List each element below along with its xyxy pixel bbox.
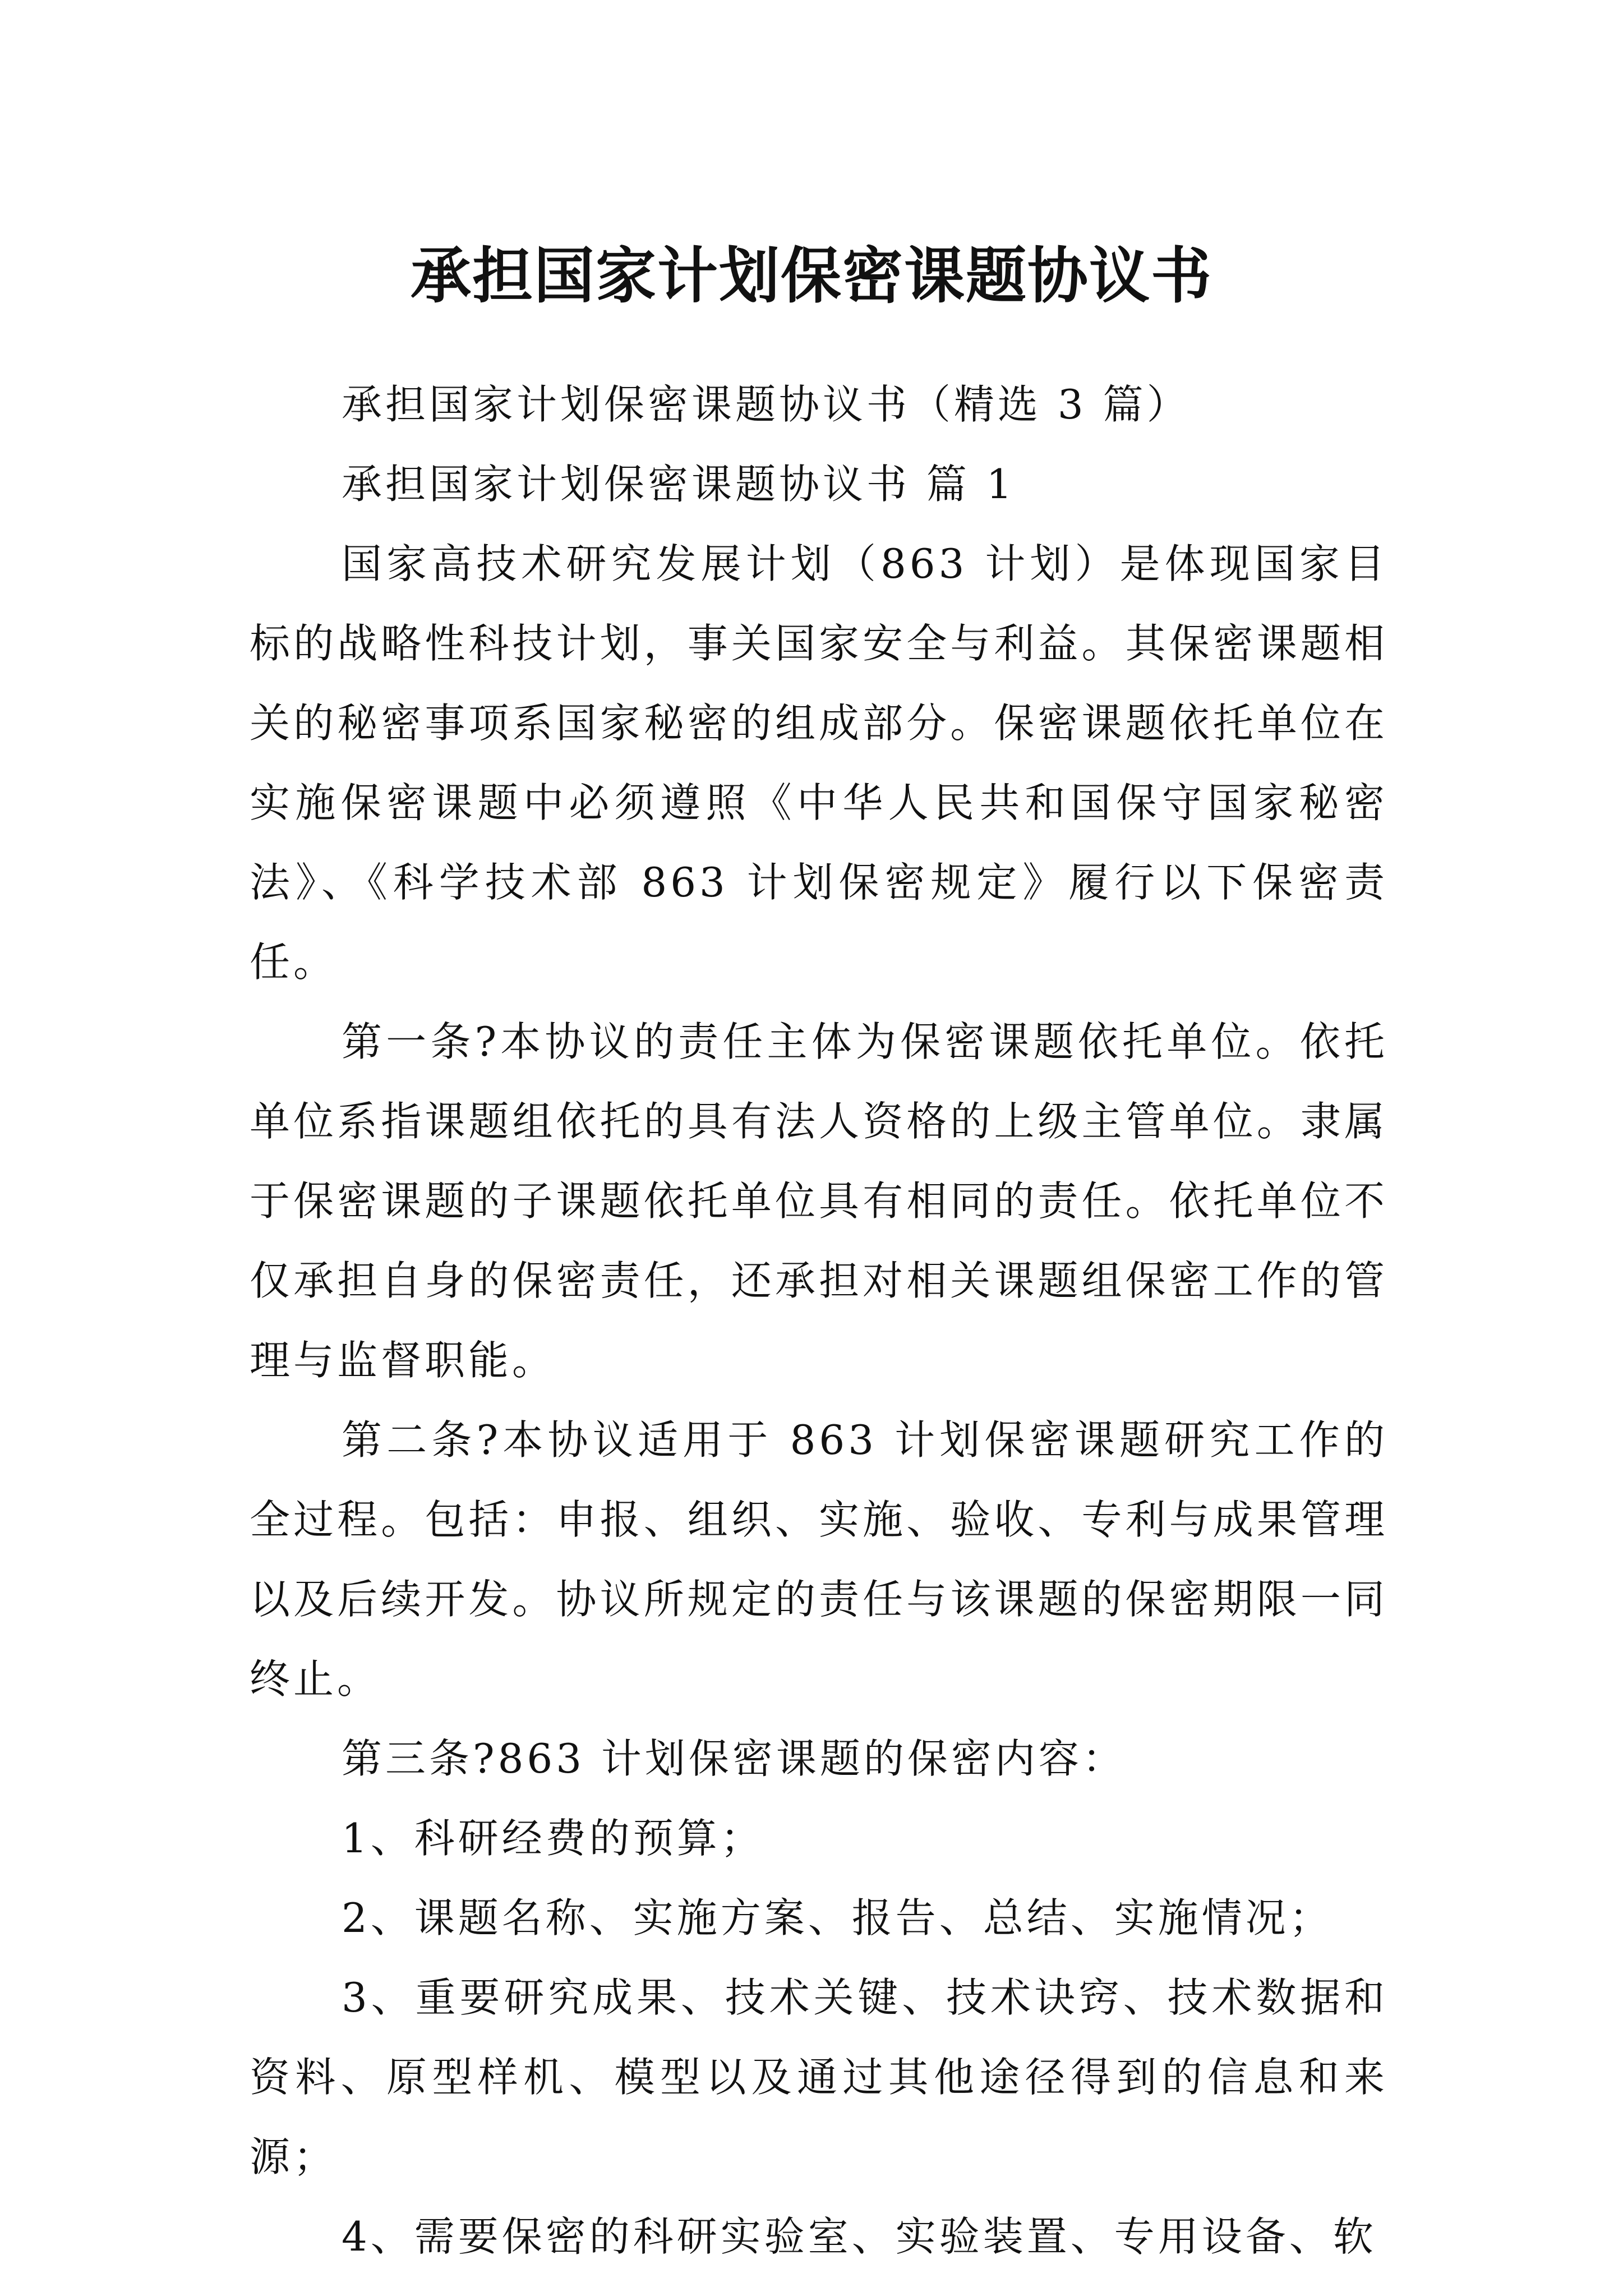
paragraph-article-3: 第三条?863 计划保密课题的保密内容： bbox=[342, 1735, 1126, 1782]
list-item-2: 2、课题名称、实施方案、报告、总结、实施情况； bbox=[342, 1894, 1333, 1941]
doc-subtitle: 承担国家计划保密课题协议书（精选 3 篇） bbox=[342, 381, 1191, 428]
section-heading: 承担国家计划保密课题协议书 篇 1 bbox=[342, 461, 1016, 508]
document-title: 承担国家计划保密课题协议书 bbox=[410, 241, 1212, 312]
paragraph-article-2: 第二条?本协议适用于 863 计划保密课题研究工作的全过程。包括：申报、组织、实施、验收、专利与成果管理以及后续开发。协议所规定的责任与该课题的保密期限一同终止。 bbox=[250, 1416, 1388, 1703]
list-item-3: 3、重要研究成果、技术关键、技术诀窍、技术数据和资料、原型样机、模型以及通过其他途径得到的信息和来源； bbox=[250, 1974, 1388, 2180]
document-body bbox=[250, 365, 1388, 2276]
paragraph-article-1: 第一条?本协议的责任主体为保密课题依托单位。依托单位系指课题组依托的具有法人资格的上级主管单位。隶属于保密课题的子课题依托单位具有相同的责任。依托单位不仅承担自身的保密责任，还承担对相关课题组保密工作的管理与监督职能。 bbox=[250, 1018, 1388, 1384]
list-item-1: 1、科研经费的预算； bbox=[342, 1815, 764, 1862]
list-item-4: 4、需要保密的科研实验室、实验装置、专用设备、软 bbox=[342, 2213, 1377, 2260]
paragraph-intro: 国家高技术研究发展计划（863 计划）是体现国家目标的战略性科技计划，事关国家安全与利益。其保密课题相关的秘密事项系国家秘密的组成部分。保密课题依托单位在实施保密课题中必须遵照《中华人民共和国保守国家秘密法》、《科学技术部 863 计划保密规定》履行以下保密责任。 bbox=[250, 540, 1388, 986]
